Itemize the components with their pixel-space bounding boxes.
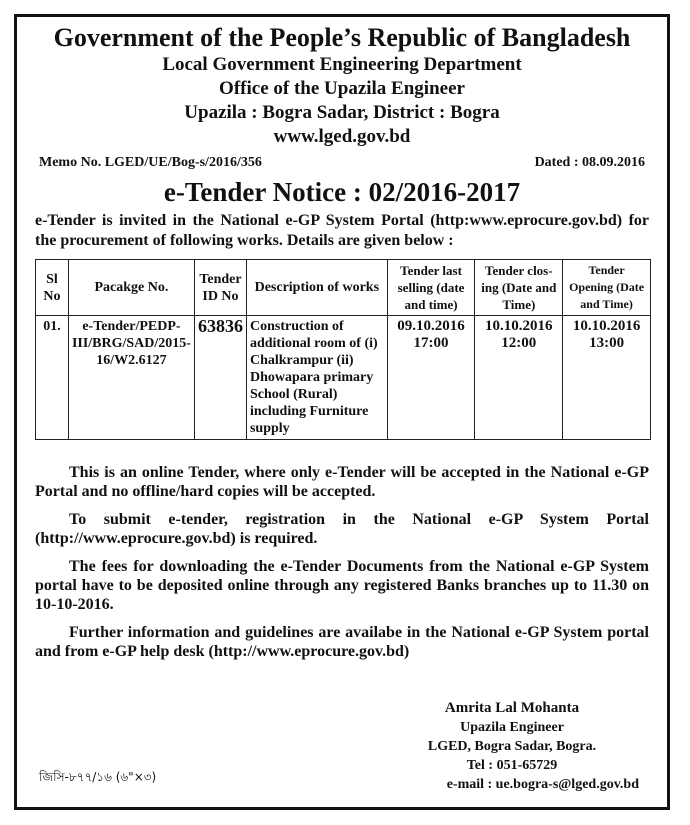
office-name: Office of the Upazila Engineer bbox=[219, 78, 465, 99]
govt-title: Government of the People’s Republic of Bangladesh bbox=[53, 23, 631, 52]
closing-time: 12:00 bbox=[501, 335, 537, 351]
paragraph-text: This is an online Tender, where only e-Tender will be accepted in the National e-GP Portal and no offline/hard copies will be accepted. bbox=[35, 464, 649, 500]
header-description: Description of works bbox=[246, 260, 387, 316]
paragraph-fees bbox=[17, 557, 667, 614]
header-last-selling: Tender last selling (date and time) bbox=[387, 260, 475, 316]
cell-package: e-Tender/PEDP-III/BRG/SAD/2015-16/W2.6127 bbox=[68, 316, 194, 440]
header-closing: Tender clos-ing (Date and Time) bbox=[475, 260, 563, 316]
signature-block bbox=[397, 699, 639, 794]
paragraph-text: The fees for downloading the e-Tender Documents from the National e-GP System portal have to be deposited online through any registered Banks branches up to 11.30 on 10-10-2016. bbox=[35, 558, 649, 613]
website-line: www.lged.gov.bd bbox=[273, 126, 411, 147]
cell-description: Construction of additional room of (i) Chalkrampur (ii) Dhowapara primary School (Rural) including Furniture supply bbox=[246, 316, 387, 440]
memo-row bbox=[17, 155, 667, 171]
table-header-row bbox=[36, 260, 651, 316]
paragraph-text: To submit e-tender, registration in the National e-GP System Portal (http://www.eprocure.gov.bd) is required. bbox=[35, 511, 649, 547]
memo-number: Memo No. LGED/UE/Bog-s/2016/356 bbox=[39, 155, 262, 170]
last-selling-time: 17:00 bbox=[413, 335, 449, 351]
header-tender-id: Tender ID No bbox=[194, 260, 246, 316]
header-opening: Tender Opening (Date and Time) bbox=[563, 260, 651, 316]
header-sl: Sl No bbox=[36, 260, 69, 316]
signatory-email: e-mail : ue.bogra-s@lged.gov.bd bbox=[446, 777, 639, 792]
signatory-designation: Upazila Engineer bbox=[460, 720, 564, 735]
department-name: Local Government Engineering Department bbox=[162, 54, 522, 75]
cell-closing bbox=[475, 316, 563, 440]
footer-code: জিসি-৮৭৭/১৬ (৬"×৩) bbox=[39, 770, 157, 784]
notice-title: e-Tender Notice : 02/2016-2017 bbox=[163, 177, 521, 207]
closing-date: 10.10.2016 bbox=[485, 318, 553, 334]
signatory-tel: Tel : 051-65729 bbox=[466, 758, 558, 773]
cell-opening bbox=[563, 316, 651, 440]
memo-date: Dated : 08.09.2016 bbox=[534, 155, 645, 170]
works-table bbox=[35, 259, 651, 440]
opening-date: 10.10.2016 bbox=[572, 318, 641, 334]
table-row bbox=[36, 316, 651, 440]
paragraph-further-info bbox=[17, 623, 667, 661]
paragraph-text: Further information and guidelines are availabe in the National e-GP System portal and from e-GP help desk (http://www.eprocure.gov.bd) bbox=[35, 624, 649, 660]
cell-sl: 01. bbox=[36, 316, 69, 440]
paragraph-registration bbox=[17, 510, 667, 548]
cell-last-selling bbox=[387, 316, 475, 440]
last-selling-date: 09.10.2016 bbox=[397, 318, 465, 334]
signatory-name: Amrita Lal Mohanta bbox=[444, 700, 580, 716]
opening-time: 13:00 bbox=[589, 335, 625, 351]
header-package: Pacakge No. bbox=[68, 260, 194, 316]
notice-frame bbox=[14, 14, 670, 810]
cell-tender-id: 63836 bbox=[194, 316, 246, 440]
intro-text: e-Tender is invited in the National e-GP System Portal (http:www.eprocure.gov.bd) for the procurement of following works. Details are given below : bbox=[35, 212, 649, 249]
paragraph-online-tender bbox=[17, 463, 667, 501]
signatory-office: LGED, Bogra Sadar, Bogra. bbox=[427, 739, 597, 754]
location-line: Upazila : Bogra Sadar, District : Bogra bbox=[184, 102, 500, 123]
